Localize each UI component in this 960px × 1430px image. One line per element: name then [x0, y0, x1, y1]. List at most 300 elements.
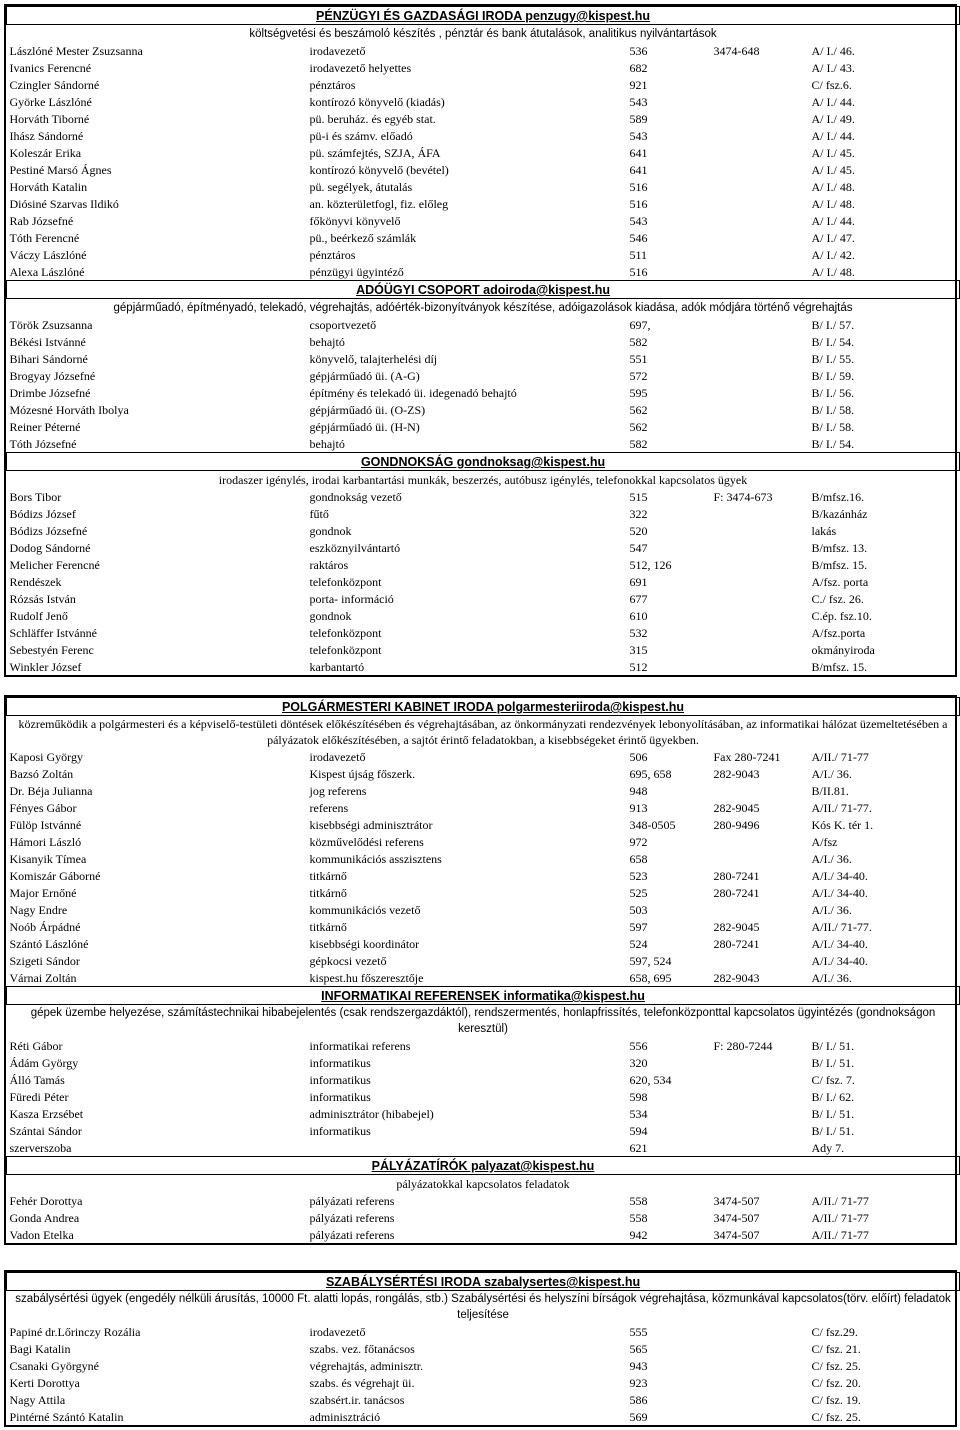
- role-cell: titkárnő: [309, 869, 347, 883]
- role-cell: informatikai referens: [309, 1039, 411, 1053]
- role-cell: karbantartó: [309, 660, 365, 674]
- room-cell: B/ I./ 57.: [811, 318, 855, 332]
- person-name-cell: Hámori László: [9, 835, 82, 849]
- table-row: [7, 624, 960, 641]
- extension-cell: 556: [629, 1039, 648, 1053]
- person-name-cell: Füredi Péter: [9, 1090, 69, 1104]
- phone-cell: 280-9496: [713, 818, 760, 832]
- person-name-cell: Pintérné Szántó Katalin: [9, 1410, 124, 1424]
- role-cell: szabs. és végrehajt üi.: [309, 1376, 415, 1390]
- table-row: [7, 952, 960, 969]
- table-row: [7, 161, 960, 178]
- person-name-cell: Dodog Sándorné: [9, 541, 91, 555]
- table-row: [7, 333, 960, 350]
- room-cell: B/mfsz.16.: [811, 490, 865, 504]
- room-cell: A/II./ 71-77.: [811, 920, 872, 934]
- extension-cell: 547: [629, 541, 648, 555]
- phone-cell: [711, 435, 809, 453]
- role-cell: irodavezető: [309, 1325, 366, 1339]
- room-cell: C/ fsz. 21.: [811, 1342, 861, 1356]
- table-row: [7, 367, 960, 384]
- extension-cell: 598: [629, 1090, 648, 1104]
- extension-cell: 695, 658: [629, 767, 672, 781]
- extension-cell: 348-0505: [629, 818, 676, 832]
- table-row: [7, 1192, 960, 1209]
- extension-cell: 582: [629, 335, 648, 349]
- person-name-cell: Gonda Andrea: [9, 1211, 80, 1225]
- room-cell: B/ I./ 51.: [811, 1107, 855, 1121]
- extension-cell: 597, 524: [629, 954, 672, 968]
- table-row: [7, 1323, 960, 1340]
- role-cell: kontírozó könyvelő (bevétel): [309, 163, 449, 177]
- phone-cell: [711, 76, 809, 93]
- person-name-cell: Szántó Lászlóné: [9, 937, 89, 951]
- room-cell: B/ I./ 62.: [811, 1090, 855, 1104]
- table-row: [7, 850, 960, 867]
- table-row: [7, 658, 960, 675]
- phone-cell: [711, 1139, 809, 1157]
- person-name-cell: Tóth Ferencné: [9, 231, 80, 245]
- room-cell: Kós K. tér 1.: [811, 818, 874, 832]
- room-cell: A/ I./ 47.: [811, 231, 855, 245]
- table-row: [7, 1139, 960, 1157]
- section-header-row: [7, 1157, 960, 1175]
- room-cell: A/fsz. porta: [811, 575, 869, 589]
- room-cell: A/ I./ 46.: [811, 44, 855, 58]
- section-title: INFORMATIKAI REFERENSEK informatika@kispest.hu: [7, 987, 960, 1005]
- person-name-cell: Papiné dr.Lőrinczy Rozália: [9, 1325, 141, 1339]
- role-cell: közművelődési referens: [309, 835, 424, 849]
- extension-cell: 921: [629, 78, 648, 92]
- role-cell: irodavezető: [309, 44, 366, 58]
- table-row: [7, 1340, 960, 1357]
- person-name-cell: Brogyay Józsefné: [9, 369, 96, 383]
- room-cell: A/ I./ 48.: [811, 265, 855, 279]
- extension-cell: 942: [629, 1228, 648, 1242]
- phone-cell: [711, 556, 809, 573]
- extension-cell: 546: [629, 231, 648, 245]
- person-name-cell: Bors Tibor: [9, 490, 62, 504]
- role-cell: kommunikációs asszisztens: [309, 852, 442, 866]
- table-row: [7, 1374, 960, 1391]
- room-cell: okmányiroda: [811, 643, 875, 657]
- extension-cell: 641: [629, 146, 648, 160]
- role-cell: an. közterületfogl, fiz. előleg: [309, 197, 449, 211]
- role-cell: irodavezető: [309, 750, 366, 764]
- phone-cell: 3474-648: [713, 44, 760, 58]
- role-cell: pénztáros: [309, 78, 356, 92]
- table-row: [7, 1054, 960, 1071]
- phone-cell: [711, 850, 809, 867]
- phone-cell: [711, 246, 809, 263]
- section-title: POLGÁRMESTERI KABINET IRODA polgarmesteriiroda@kispest.hu: [7, 698, 960, 716]
- person-name-cell: Mózesné Horváth Ibolya: [9, 403, 129, 417]
- section-description: gépjárműadó, építményadó, telekadó, végrehajtás, adóérték-bizonyítványok készítése, adóigazolások kiadása, adók módjára történő végrehajtás: [113, 302, 853, 314]
- table-row: [7, 816, 960, 833]
- phone-cell: [711, 384, 809, 401]
- person-name-cell: Békési Istvánné: [9, 335, 86, 349]
- phone-cell: F: 280-7244: [713, 1039, 773, 1053]
- table-row: [7, 418, 960, 435]
- extension-cell: 524: [629, 937, 648, 951]
- extension-cell: 315: [629, 643, 648, 657]
- extension-cell: 515: [629, 490, 648, 504]
- table-row: [7, 867, 960, 884]
- phone-cell: [711, 263, 809, 281]
- role-cell: fűtő: [309, 507, 329, 521]
- section-header-row: [7, 987, 960, 1005]
- phone-cell: [711, 59, 809, 76]
- extension-cell: 569: [629, 1410, 648, 1424]
- person-name-cell: Alexa Lászlóné: [9, 265, 85, 279]
- room-cell: A/fsz.porta: [811, 626, 866, 640]
- extension-cell: 621: [629, 1141, 648, 1155]
- table-row: [7, 799, 960, 816]
- role-cell: szabsért.ir. tanácsos: [309, 1393, 405, 1407]
- phone-cell: [711, 658, 809, 675]
- extension-cell: 582: [629, 437, 648, 451]
- extension-cell: 322: [629, 507, 648, 521]
- phone-cell: [711, 952, 809, 969]
- extension-cell: 555: [629, 1325, 648, 1339]
- phone-cell: [711, 1088, 809, 1105]
- phone-cell: [711, 178, 809, 195]
- room-cell: A/I./ 34-40.: [811, 937, 868, 951]
- person-name-cell: Lászlóné Mester Zsuzsanna: [9, 44, 143, 58]
- room-cell: B/ I./ 54.: [811, 335, 855, 349]
- room-cell: B/mfsz. 13.: [811, 541, 868, 555]
- extension-cell: 543: [629, 95, 648, 109]
- room-cell: C/ fsz.29.: [811, 1325, 858, 1339]
- table-row: [7, 833, 960, 850]
- room-cell: A/II./ 71-77: [811, 750, 869, 764]
- person-name-cell: Kerti Dorottya: [9, 1376, 80, 1390]
- role-cell: gondnokság vezető: [309, 490, 402, 504]
- section-description-row: [7, 1005, 960, 1038]
- extension-cell: 562: [629, 403, 648, 417]
- person-name-cell: Török Zsuzsanna: [9, 318, 93, 332]
- room-cell: B/II.81.: [811, 784, 849, 798]
- extension-cell: 658: [629, 852, 648, 866]
- person-name-cell: Rózsás István: [9, 592, 76, 606]
- phone-cell: 282-9043: [713, 971, 760, 985]
- table-row: [7, 488, 960, 505]
- room-cell: B/ I./ 54.: [811, 437, 855, 451]
- room-cell: A/ I./ 44.: [811, 129, 855, 143]
- phone-cell: [711, 1374, 809, 1391]
- extension-cell: 682: [629, 61, 648, 75]
- phone-cell: [711, 522, 809, 539]
- phone-cell: [711, 367, 809, 384]
- role-cell: pü-i és számv. előadó: [309, 129, 413, 143]
- role-cell: telefonközpont: [309, 575, 382, 589]
- extension-cell: 543: [629, 129, 648, 143]
- table-row: [7, 1037, 960, 1054]
- extension-cell: 589: [629, 112, 648, 126]
- role-cell: pályázati referens: [309, 1228, 395, 1242]
- phone-cell: 280-7241: [713, 869, 760, 883]
- phone-cell: [711, 590, 809, 607]
- phone-cell: [711, 1323, 809, 1340]
- section-description: költségvetési és beszámoló készítés , pénztár és bank átutalások, analitikus nyilvántartások: [249, 28, 717, 40]
- extension-cell: 558: [629, 1211, 648, 1225]
- room-cell: C/ fsz. 19.: [811, 1393, 861, 1407]
- room-cell: C./ fsz. 26.: [811, 592, 864, 606]
- person-name-cell: Bazsó Zoltán: [9, 767, 74, 781]
- extension-cell: 516: [629, 197, 648, 211]
- room-cell: C.ép. fsz.10.: [811, 609, 872, 623]
- section-header-row: [7, 1273, 960, 1291]
- phone-cell: [711, 212, 809, 229]
- table-row: [7, 195, 960, 212]
- role-cell: kispest.hu főszeresztője: [309, 971, 424, 985]
- room-cell: B/ I./ 51.: [811, 1056, 855, 1070]
- room-cell: A/II./ 71-77: [811, 1194, 869, 1208]
- extension-cell: 972: [629, 835, 648, 849]
- phone-cell: [711, 1105, 809, 1122]
- person-name-cell: Kaposi György: [9, 750, 83, 764]
- table-row: [7, 782, 960, 799]
- table-row: [7, 556, 960, 573]
- phone-cell: 282-9043: [713, 767, 760, 781]
- phone-cell: [711, 1391, 809, 1408]
- table-row: [7, 384, 960, 401]
- role-cell: pénztáros: [309, 248, 356, 262]
- table-row: [7, 1122, 960, 1139]
- role-cell: Kispest újság főszerk.: [309, 767, 416, 781]
- room-cell: C/ fsz. 25.: [811, 1410, 861, 1424]
- extension-cell: 516: [629, 265, 648, 279]
- extension-cell: 594: [629, 1124, 648, 1138]
- room-cell: A/I./ 34-40.: [811, 886, 868, 900]
- role-cell: pü. segélyek, átutalás: [309, 180, 413, 194]
- table-row: [7, 607, 960, 624]
- person-name-cell: Ivanics Ferencné: [9, 61, 92, 75]
- extension-cell: 562: [629, 420, 648, 434]
- room-cell: A/ I./ 44.: [811, 214, 855, 228]
- phone-cell: [711, 539, 809, 556]
- section-title: PÁLYÁZATÍRÓK palyazat@kispest.hu: [7, 1157, 960, 1175]
- phone-cell: 3474-507: [713, 1194, 760, 1208]
- person-name-cell: Nagy Endre: [9, 903, 68, 917]
- role-cell: pü. számfejtés, SZJA, ÁFA: [309, 146, 441, 160]
- role-cell: informatikus: [309, 1090, 371, 1104]
- phone-cell: 282-9045: [713, 801, 760, 815]
- extension-cell: 512: [629, 660, 648, 674]
- table-row: [7, 590, 960, 607]
- table-row: [7, 93, 960, 110]
- role-cell: informatikus: [309, 1056, 371, 1070]
- role-cell: csoportvezető: [309, 318, 377, 332]
- table-row: [7, 144, 960, 161]
- phone-cell: [711, 401, 809, 418]
- phone-cell: [711, 641, 809, 658]
- role-cell: végrehajtás, adminisztr.: [309, 1359, 424, 1373]
- table-row: [7, 229, 960, 246]
- table-row: [7, 573, 960, 590]
- phone-cell: [711, 144, 809, 161]
- person-name-cell: Ádám György: [9, 1056, 79, 1070]
- role-cell: gépjárműadó üi. (H-N): [309, 420, 420, 434]
- room-cell: B/ I./ 59.: [811, 369, 855, 383]
- extension-cell: 691: [629, 575, 648, 589]
- table-row: [7, 901, 960, 918]
- role-cell: eszköznyilvántartó: [309, 541, 401, 555]
- extension-cell: 511: [629, 248, 648, 262]
- table-row: [7, 1209, 960, 1226]
- phone-cell: Fax 280-7241: [713, 750, 781, 764]
- role-cell: szabs. vez. főtanácsos: [309, 1342, 415, 1356]
- role-cell: raktáros: [309, 558, 349, 572]
- room-cell: C/ fsz.6.: [811, 78, 852, 92]
- room-cell: A/ I./ 45.: [811, 163, 855, 177]
- role-cell: gépjárműadó üi. (O-ZS): [309, 403, 426, 417]
- phone-cell: [711, 195, 809, 212]
- extension-cell: 641: [629, 163, 648, 177]
- section-description: közreműködik a polgármesteri és a képviselő-testületi döntések előkészítésében és végrehajtásában, az önkormányzati rendezvények lebonyolításában, az informatikai hálózat üzemeltetésében a pályázatok előkészítésében, a sajtót érintő feladatokban, a kisebbségeket érintő ügyekben.: [18, 717, 948, 747]
- phone-cell: [711, 110, 809, 127]
- person-name-cell: Bódizs József: [9, 507, 76, 521]
- extension-cell: 586: [629, 1393, 648, 1407]
- room-cell: A/I./ 36.: [811, 852, 852, 866]
- room-cell: B/ I./ 51.: [811, 1124, 855, 1138]
- person-name-cell: Vadon Etelka: [9, 1228, 74, 1242]
- role-cell: adminisztráció: [309, 1410, 381, 1424]
- extension-cell: 610: [629, 609, 648, 623]
- table-row: [7, 918, 960, 935]
- extension-cell: 572: [629, 369, 648, 383]
- person-name-cell: szerverszoba: [9, 1141, 72, 1155]
- extension-cell: 943: [629, 1359, 648, 1373]
- table-row: [7, 1105, 960, 1122]
- room-cell: A/ I./ 42.: [811, 248, 855, 262]
- room-cell: A/ I./ 49.: [811, 112, 855, 126]
- phone-cell: [711, 505, 809, 522]
- table-row: [7, 350, 960, 367]
- table-row: [7, 539, 960, 556]
- table-row: [7, 935, 960, 952]
- role-cell: pályázati referens: [309, 1194, 395, 1208]
- table-row: [7, 1391, 960, 1408]
- phone-cell: [711, 1408, 809, 1425]
- section-description: szabálysértési ügyek (engedély nélküli árusítás, 10000 Ft. alatti lopás, rongálás, stb.) Szabálysértési és helyszíni bírságok végrehajtása, közmunkával kapcsolatos(törv. előírt) feladatok teljesítése: [15, 1293, 951, 1321]
- table-row: [7, 435, 960, 453]
- block-1: [4, 4, 957, 677]
- table-row: [7, 1357, 960, 1374]
- extension-cell: 516: [629, 180, 648, 194]
- section-title: ADÓÜGYI CSOPORT adoiroda@kispest.hu: [7, 281, 960, 299]
- room-cell: A/II./ 71-77.: [811, 801, 872, 815]
- room-cell: B/ I./ 55.: [811, 352, 855, 366]
- role-cell: kommunikációs vezető: [309, 903, 421, 917]
- phone-cell: [711, 1357, 809, 1374]
- section-description-row: [7, 1291, 960, 1324]
- table-row: [7, 110, 960, 127]
- extension-cell: 948: [629, 784, 648, 798]
- role-cell: informatikus: [309, 1124, 371, 1138]
- table-row: [7, 1408, 960, 1425]
- phone-cell: [711, 1054, 809, 1071]
- table-row: [7, 765, 960, 782]
- table-row: [7, 246, 960, 263]
- room-cell: A/ I./ 45.: [811, 146, 855, 160]
- phone-cell: [711, 624, 809, 641]
- role-cell: jog referens: [309, 784, 367, 798]
- phone-cell: F: 3474-673: [713, 490, 773, 504]
- table-row: [7, 401, 960, 418]
- person-name-cell: Dr. Béja Julianna: [9, 784, 93, 798]
- person-name-cell: Tóth Józsefné: [9, 437, 77, 451]
- directory-table-3: [6, 1272, 960, 1425]
- phone-cell: 3474-507: [713, 1228, 760, 1242]
- person-name-cell: Kasza Erzsébet: [9, 1107, 84, 1121]
- table-row: [7, 42, 960, 59]
- phone-cell: [711, 127, 809, 144]
- table-row: [7, 641, 960, 658]
- person-name-cell: Nagy Attila: [9, 1393, 66, 1407]
- room-cell: B/ I./ 58.: [811, 420, 855, 434]
- person-name-cell: Winkler József: [9, 660, 82, 674]
- table-row: [7, 748, 960, 765]
- phone-cell: [711, 350, 809, 367]
- person-name-cell: Major Ernőné: [9, 886, 77, 900]
- person-name-cell: Bagi Katalin: [9, 1342, 71, 1356]
- section-description: gépek üzembe helyezése, számítástechnikai hibabejelentés (csak rendszergazdáktól), rendszermentés, honlapfrissítés, telefonközponttal kapcsolatos ügyintézés (gondnokságon keresztül): [30, 1007, 936, 1035]
- phone-cell: 280-7241: [713, 937, 760, 951]
- extension-cell: 913: [629, 801, 648, 815]
- role-cell: pü. beruház. és egyéb stat.: [309, 112, 436, 126]
- person-name-cell: Ihász Sándorné: [9, 129, 84, 143]
- person-name-cell: Pestiné Marsó Ágnes: [9, 163, 112, 177]
- table-row: [7, 505, 960, 522]
- role-cell: könyvelő, talajterhelési díj: [309, 352, 438, 366]
- room-cell: B/mfsz. 15.: [811, 558, 868, 572]
- extension-cell: 565: [629, 1342, 648, 1356]
- table-row: [7, 59, 960, 76]
- person-name-cell: Rendészek: [9, 575, 62, 589]
- person-name-cell: Kisanyik Tímea: [9, 852, 87, 866]
- room-cell: C/ fsz. 25.: [811, 1359, 861, 1373]
- extension-cell: 558: [629, 1194, 648, 1208]
- role-cell: referens: [309, 801, 349, 815]
- person-name-cell: Reiner Péterné: [9, 420, 81, 434]
- phone-cell: 282-9045: [713, 920, 760, 934]
- extension-cell: 506: [629, 750, 648, 764]
- phone-cell: [711, 1340, 809, 1357]
- phone-cell: [711, 418, 809, 435]
- role-cell: kontírozó könyvelő (kiadás): [309, 95, 445, 109]
- table-row: [7, 263, 960, 281]
- room-cell: A/I./ 36.: [811, 903, 852, 917]
- role-cell: kisebbségi koordinátor: [309, 937, 420, 951]
- room-cell: A/I./ 36.: [811, 971, 852, 985]
- room-cell: A/I./ 34-40.: [811, 869, 868, 883]
- phone-cell: [711, 607, 809, 624]
- person-name-cell: Réti Gábor: [9, 1039, 63, 1053]
- person-name-cell: Horváth Katalin: [9, 180, 88, 194]
- section-description: irodaszer igénylés, irodai karbantartási munkák, beszerzés, autóbusz igénylés, telefonokkal kapcsolatos ügyek: [218, 473, 748, 487]
- extension-cell: 512, 126: [629, 558, 672, 572]
- section-header-row: [7, 281, 960, 299]
- room-cell: A/ I./ 43.: [811, 61, 855, 75]
- extension-cell: 697,: [629, 318, 651, 332]
- section-header-row: [7, 698, 960, 716]
- block-3: [4, 1270, 957, 1427]
- table-row: [7, 522, 960, 539]
- extension-cell: 620, 534: [629, 1073, 672, 1087]
- room-cell: A/II./ 71-77: [811, 1228, 869, 1242]
- role-cell: gépjárműadó üi. (A-G): [309, 369, 420, 383]
